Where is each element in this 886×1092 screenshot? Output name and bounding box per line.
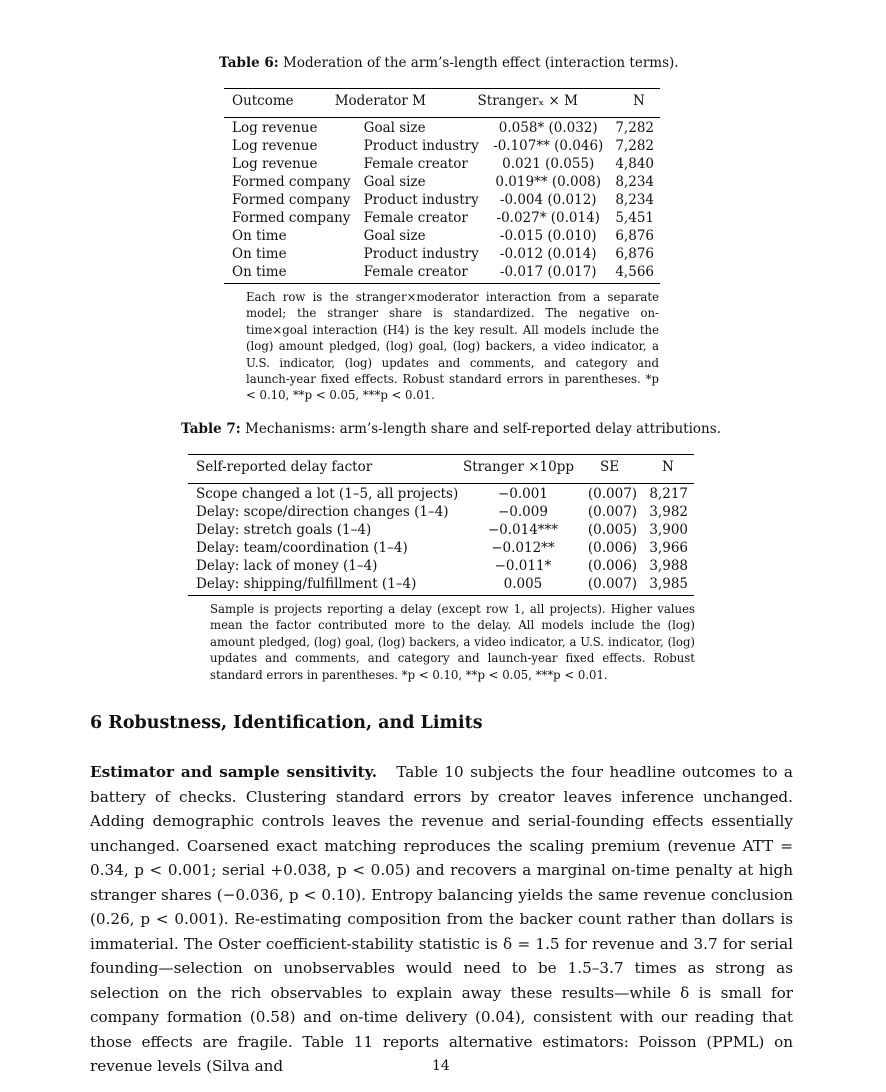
table7-header-stranger: Stranger ×10pp bbox=[463, 459, 575, 475]
table7-row bbox=[188, 575, 694, 593]
table7-caption-text: Mechanisms: arm’s-length share and self-reported delay attributions. bbox=[245, 421, 721, 437]
table6-cell-outcome: Formed company bbox=[232, 210, 351, 226]
table6-cell-n: 8,234 bbox=[615, 192, 654, 208]
table6-cell-moderator: Female creator bbox=[363, 210, 468, 226]
table6-row bbox=[224, 137, 660, 155]
table6-row bbox=[224, 191, 660, 209]
table6-cell-estimate: -0.107** (0.046) bbox=[493, 138, 604, 154]
table6-header-moderator: Moderator M bbox=[334, 93, 426, 109]
table6 bbox=[224, 88, 660, 284]
table7-row bbox=[188, 521, 694, 539]
table6-cell-outcome: On time bbox=[232, 246, 287, 262]
table7-cell-estimate: −0.014*** bbox=[487, 522, 559, 538]
table7-cell-n: 3,900 bbox=[649, 522, 688, 538]
table6-cell-estimate: -0.015 (0.010) bbox=[499, 228, 597, 244]
table7-cell-n: 3,982 bbox=[649, 504, 688, 520]
table6-row bbox=[224, 173, 660, 191]
table6-top-rule bbox=[224, 88, 660, 89]
table7-cell-n: 3,988 bbox=[649, 558, 688, 574]
table6-caption bbox=[219, 55, 679, 71]
table7-header-n: N bbox=[662, 459, 674, 475]
table6-cell-moderator: Goal size bbox=[363, 174, 426, 190]
table6-cell-estimate: 0.019** (0.008) bbox=[495, 174, 602, 190]
table7-cell-se: (0.006) bbox=[587, 558, 638, 574]
table6-cell-n: 6,876 bbox=[615, 228, 654, 244]
table6-cell-estimate: 0.058* (0.032) bbox=[498, 120, 598, 136]
table7-cell-estimate: −0.009 bbox=[497, 504, 548, 520]
table6-cell-outcome: Log revenue bbox=[232, 120, 318, 136]
table6-notes: Each row is the stranger×moderator interaction from a separate model; the stranger share is standardized. The negative on-time×goal interaction (H4) is the key result. All models include the (log) amount pledged, (log) goal, (log) backers, a video indicator, a U.S. indicator, (log) updates and comments, and category and launch-year fixed effects. Robust standard errors in parentheses. *p < 0.10, **p < 0.05, ***p < 0.01. bbox=[246, 290, 659, 403]
table6-cell-outcome: On time bbox=[232, 228, 287, 244]
table7-notes: Sample is projects reporting a delay (except row 1, all projects). Higher values mean the factor contributed more to the delay. All models include the (log) amount pledged, (log) goal, (log) backers, a video indicator, a U.S. indicator, (log) updates and comments, and category and launch-year fixed effects. Robust standard errors in parentheses. *p < 0.10, **p < 0.05, ***p < 0.01. bbox=[210, 602, 695, 682]
table7-cell-factor: Delay: shipping/fulfillment (1–4) bbox=[196, 576, 417, 592]
table6-grid bbox=[224, 92, 660, 110]
table7-cell-se: (0.006) bbox=[587, 540, 638, 556]
table6-header-n: N bbox=[633, 93, 645, 109]
table7-row bbox=[188, 503, 694, 521]
table6-row bbox=[224, 119, 660, 137]
table7-cell-estimate: −0.011* bbox=[494, 558, 552, 574]
table6-cell-n: 7,282 bbox=[615, 138, 654, 154]
table7-row bbox=[188, 557, 694, 575]
table6-header-outcome: Outcome bbox=[232, 93, 294, 109]
table7-bottom-rule bbox=[188, 595, 694, 596]
table7-top-rule bbox=[188, 454, 694, 455]
paragraph-lead: Estimator and sample sensitivity. bbox=[90, 763, 378, 781]
table7-cell-factor: Scope changed a lot (1–5, all projects) bbox=[196, 486, 459, 502]
table6-cell-moderator: Product industry bbox=[363, 192, 479, 208]
table6-cell-n: 7,282 bbox=[615, 120, 654, 136]
table6-cell-moderator: Goal size bbox=[363, 228, 426, 244]
table7-header-se: SE bbox=[600, 459, 620, 475]
table6-cell-estimate: -0.017 (0.017) bbox=[499, 264, 597, 280]
body-paragraph bbox=[90, 760, 793, 1079]
table6-caption-label: Table 6: bbox=[219, 55, 279, 71]
table6-cell-outcome: On time bbox=[232, 264, 287, 280]
table6-row bbox=[224, 209, 660, 227]
table6-cell-moderator: Product industry bbox=[363, 138, 479, 154]
table6-row bbox=[224, 155, 660, 173]
table7-cell-factor: Delay: team/coordination (1–4) bbox=[196, 540, 408, 556]
table7-header-row bbox=[188, 458, 694, 476]
table6-cell-n: 8,234 bbox=[615, 174, 654, 190]
table6-bottom-rule bbox=[224, 283, 660, 284]
table7-row bbox=[188, 485, 694, 503]
table7-mid-rule bbox=[188, 483, 694, 484]
table7-caption-label: Table 7: bbox=[181, 421, 241, 437]
table6-caption-text: Moderation of the arm’s-length effect (interaction terms). bbox=[283, 55, 679, 71]
table7-cell-n: 3,966 bbox=[649, 540, 688, 556]
table6-header-interaction: Strangerₓ × M bbox=[477, 93, 578, 109]
section-heading: 6 Robustness, Identification, and Limits bbox=[90, 713, 483, 733]
table6-cell-moderator: Product industry bbox=[363, 246, 479, 262]
table6-cell-estimate: -0.004 (0.012) bbox=[499, 192, 597, 208]
table7-cell-se: (0.007) bbox=[587, 504, 638, 520]
table6-cell-moderator: Female creator bbox=[363, 264, 468, 280]
table7-cell-factor: Delay: stretch goals (1–4) bbox=[196, 522, 372, 538]
table7-cell-se: (0.007) bbox=[587, 576, 638, 592]
table6-row bbox=[224, 263, 660, 281]
table7-header-factor: Self-reported delay factor bbox=[196, 459, 373, 475]
table6-cell-outcome: Log revenue bbox=[232, 138, 318, 154]
table7-cell-factor: Delay: lack of money (1–4) bbox=[196, 558, 378, 574]
table6-mid-rule bbox=[224, 117, 660, 118]
table7-cell-n: 3,985 bbox=[649, 576, 688, 592]
table7-body bbox=[188, 485, 694, 593]
table7-cell-se: (0.007) bbox=[587, 486, 638, 502]
table6-cell-n: 6,876 bbox=[615, 246, 654, 262]
table7-caption bbox=[181, 421, 721, 437]
table7-grid bbox=[188, 458, 694, 476]
table7-cell-factor: Delay: scope/direction changes (1–4) bbox=[196, 504, 449, 520]
table6-cell-estimate: -0.027* (0.014) bbox=[496, 210, 600, 226]
table6-cell-outcome: Log revenue bbox=[232, 156, 318, 172]
table7-cell-estimate: −0.012** bbox=[491, 540, 555, 556]
table7-cell-n: 8,217 bbox=[649, 486, 688, 502]
table6-row bbox=[224, 245, 660, 263]
table7 bbox=[188, 454, 694, 596]
table6-cell-moderator: Female creator bbox=[363, 156, 468, 172]
table6-cell-n: 4,566 bbox=[615, 264, 654, 280]
table7-cell-estimate: 0.005 bbox=[503, 576, 543, 592]
table7-cell-se: (0.005) bbox=[587, 522, 638, 538]
table6-cell-estimate: -0.012 (0.014) bbox=[499, 246, 597, 262]
table6-cell-outcome: Formed company bbox=[232, 174, 351, 190]
table6-body bbox=[224, 119, 660, 281]
table6-cell-n: 4,840 bbox=[615, 156, 654, 172]
table6-header-row bbox=[224, 92, 660, 110]
table7-row bbox=[188, 539, 694, 557]
page-number: 14 bbox=[432, 1058, 450, 1074]
table6-cell-n: 5,451 bbox=[615, 210, 654, 226]
table6-cell-estimate: 0.021 (0.055) bbox=[502, 156, 595, 172]
paragraph-text: Table 10 subjects the four headline outcomes to a battery of checks. Clustering standard errors by creator leaves inference unchanged. Adding demographic controls leaves the revenue and serial-founding effects essentially unchanged. Coarsened exact matching reproduces the scaling premium (revenue ATT = 0.34, p < 0.001; serial +0.038, p < 0.05) and recovers a marginal on-time penalty at high stranger shares (−0.036, p < 0.10). Entropy balancing yields the same revenue conclusion (0.26, p < 0.001). Re-estimating composition from the backer count rather than dollars is immaterial. The Oster coefficient-stability statistic is δ = 1.5 for revenue and 3.7 for serial founding—selection on unobservables would need to be 1.5–3.7 times as strong as selection on the rich observables to explain away these results—while δ is small for company formation (0.58) and on-time delivery (0.04), consistent with our reading that those effects are fragile. Table 11 reports alternative estimators: Poisson (PPML) on revenue levels (Silva and bbox=[90, 763, 793, 1075]
table6-row bbox=[224, 227, 660, 245]
table6-cell-moderator: Goal size bbox=[363, 120, 426, 136]
table6-cell-outcome: Formed company bbox=[232, 192, 351, 208]
table7-cell-estimate: −0.001 bbox=[497, 486, 548, 502]
